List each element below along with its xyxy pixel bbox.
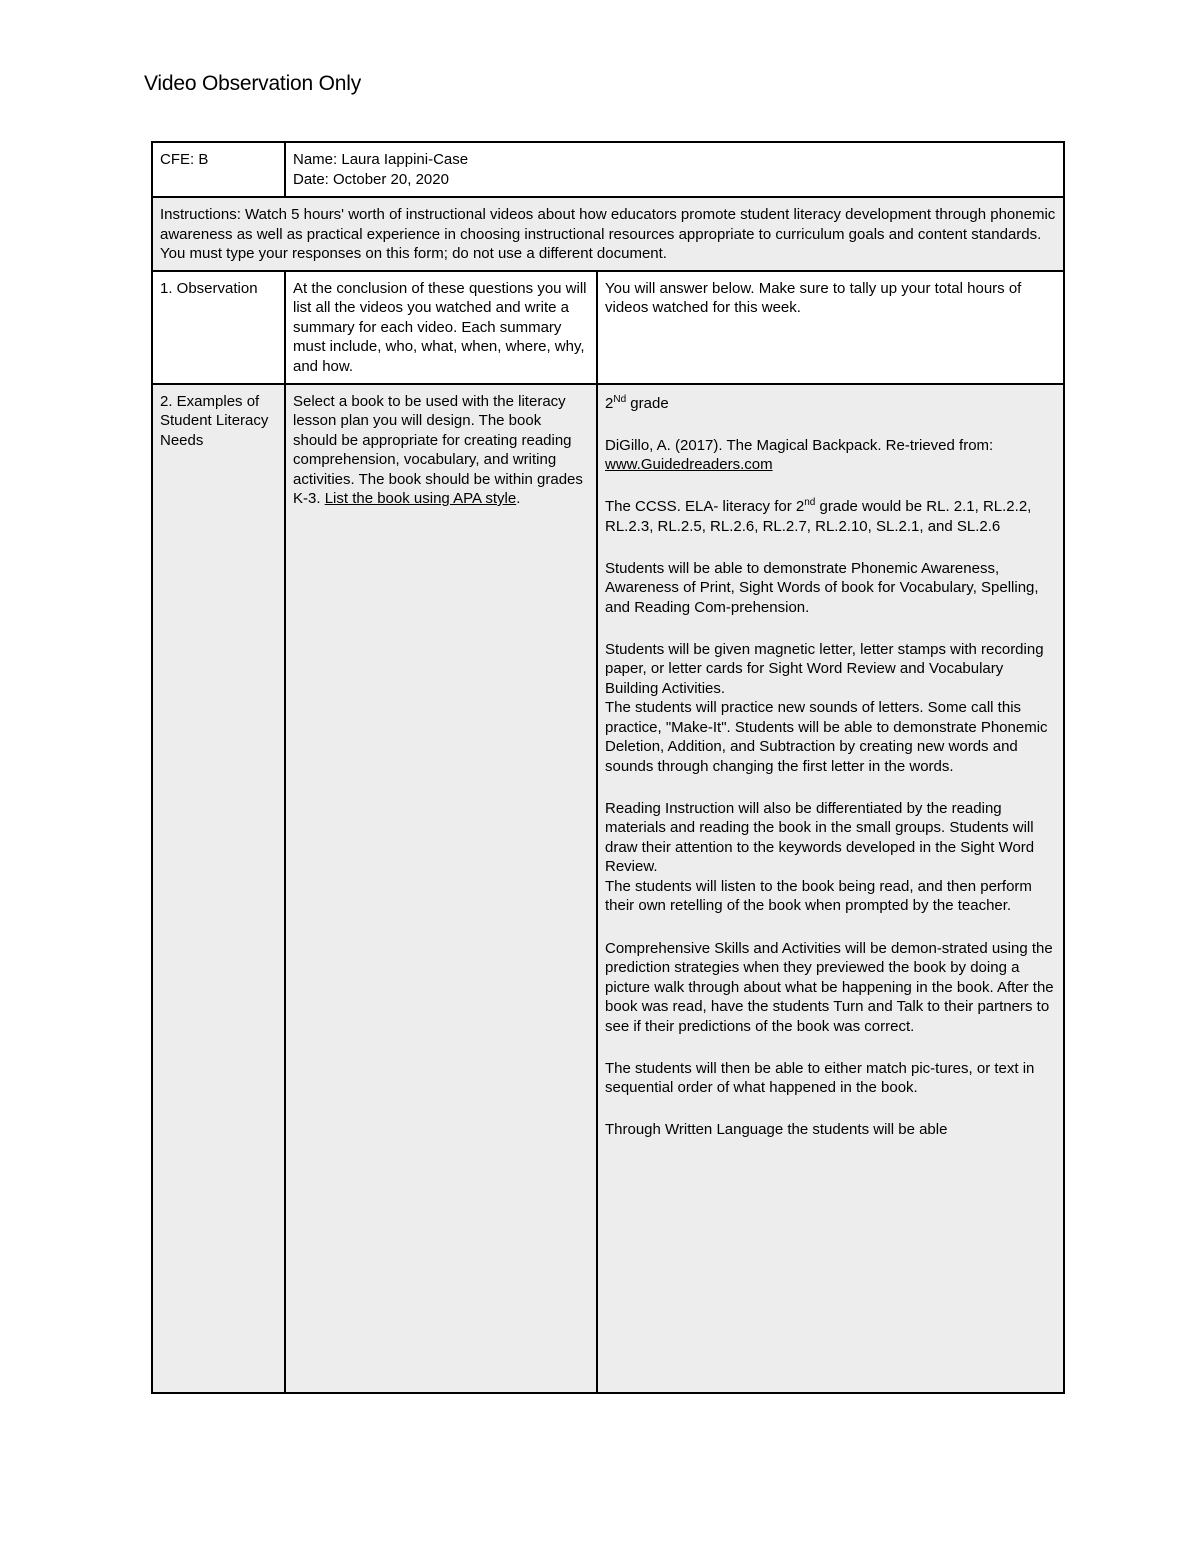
cfe-label: CFE: B — [160, 151, 209, 168]
grade-line — [605, 394, 1056, 414]
paragraph-comprehensive: Comprehensive Skills and Activities will be demon-strated using the prediction strategies when they previewed the book by doing a picture walk through about what be happening in the book. After the book was read, have the students Turn and Talk to their partners to see if their predictions of the book was correct. — [605, 939, 1054, 1035]
paragraph-reading-instruction: Reading Instruction will also be differentiated by the reading materials and reading the book in the small groups. Students will draw their attention to the keywords developed in the Sight Word Review. — [605, 799, 1035, 876]
examples-label-cell — [152, 384, 285, 1393]
instructions-text: Instructions: Watch 5 hours' worth of instructional videos about how educators promote student literacy development through phonemic awareness as well as practical experience in choosing instructional resources appropriate to curriculum goals and content standards. You must type your responses on this form; do not use a different document. — [160, 206, 1056, 262]
observation-response: You will answer below. Make sure to tally up your total hours of videos watched for this week. — [605, 279, 1022, 316]
observation-prompt: At the conclusion of these questions you will list all the videos you watched and write a summary for each video. Each summary must include, who, what, when, where, why, and how. — [293, 279, 587, 375]
observation-label: 1. Observation — [160, 279, 258, 297]
paragraph-written-language: Through Written Language the students will be able — [605, 1121, 948, 1139]
citation-link[interactable]: www.Guidedreaders.com — [605, 456, 773, 474]
page-title: Video Observation Only — [144, 72, 362, 95]
examples-prompt-cell — [285, 384, 597, 1393]
citation — [605, 436, 1056, 475]
name-field: Name: Laura Iappini-Case — [293, 151, 469, 168]
observation-prompt-cell — [285, 271, 597, 384]
paragraph-retelling: The students will listen to the book being read, and then perform their own retelling of the book when prompted by the teacher. — [605, 877, 1032, 915]
grade-number: 2 — [605, 394, 614, 412]
ccss-standards — [605, 497, 1056, 536]
apa-style-link: List the book using APA style — [324, 490, 517, 507]
observation-form-table — [151, 141, 1065, 1394]
paragraph-phonemic: Students will be able to demonstrate Phonemic Awareness, Awareness of Print, Sight Words of book for Vocabulary, Spelling, and Reading Com-prehension. — [605, 559, 1039, 616]
paragraph-match: The students will then be able to either match pic-tures, or text in sequential order of what happened in the book. — [605, 1059, 1035, 1097]
instructions-cell — [152, 197, 1064, 271]
observation-label-cell — [152, 271, 285, 384]
ccss-text-b: grade would be RL. 2.1, RL.2.2, RL.2.3, RL.2.5, RL.2.6, RL.2.7, RL.2.10, SL.2.1, and SL.2.6 — [605, 498, 1032, 535]
paragraph-magnetic: Students will be given magnetic letter, letter stamps with recording paper, or letter cards for Sight Word Review and Vocabulary Building Activities. — [605, 640, 1044, 697]
grade-ordinal: Nd — [613, 393, 627, 405]
table-row-instructions — [152, 197, 1064, 271]
ccss-ordinal: nd — [804, 497, 816, 509]
table-row-observation — [152, 271, 1064, 384]
citation-text: DiGillo, A. (2017). The Magical Backpack. Re-trieved from: — [605, 436, 994, 454]
observation-response-cell — [597, 271, 1064, 384]
examples-prompt-text: Select a book to be used with the literacy lesson plan you will design. The book should be appropriate for creating reading comprehension, vocabulary, and writing activities. The book should be within grades K-3. — [293, 392, 583, 507]
cfe-cell — [152, 142, 285, 197]
name-date-cell — [285, 142, 1064, 197]
grade-word: grade — [626, 394, 669, 412]
ccss-text-a: The CCSS. ELA- literacy for 2 — [605, 498, 805, 516]
date-field: Date: October 20, 2020 — [293, 170, 449, 188]
examples-label: 2. Examples of Student Literacy Needs — [160, 392, 269, 449]
examples-prompt-end: . — [516, 490, 521, 507]
paragraph-make-it: The students will practice new sounds of letters. Some call this practice, "Make-It". Students will be able to demonstrate Phonemic Deletion, Addition, and Subtraction by creating new words and sounds through changing the first letter in the words. — [605, 699, 1048, 775]
table-row-cfe — [152, 142, 1064, 197]
examples-response-cell — [597, 384, 1064, 1393]
table-row-examples — [152, 384, 1064, 1393]
